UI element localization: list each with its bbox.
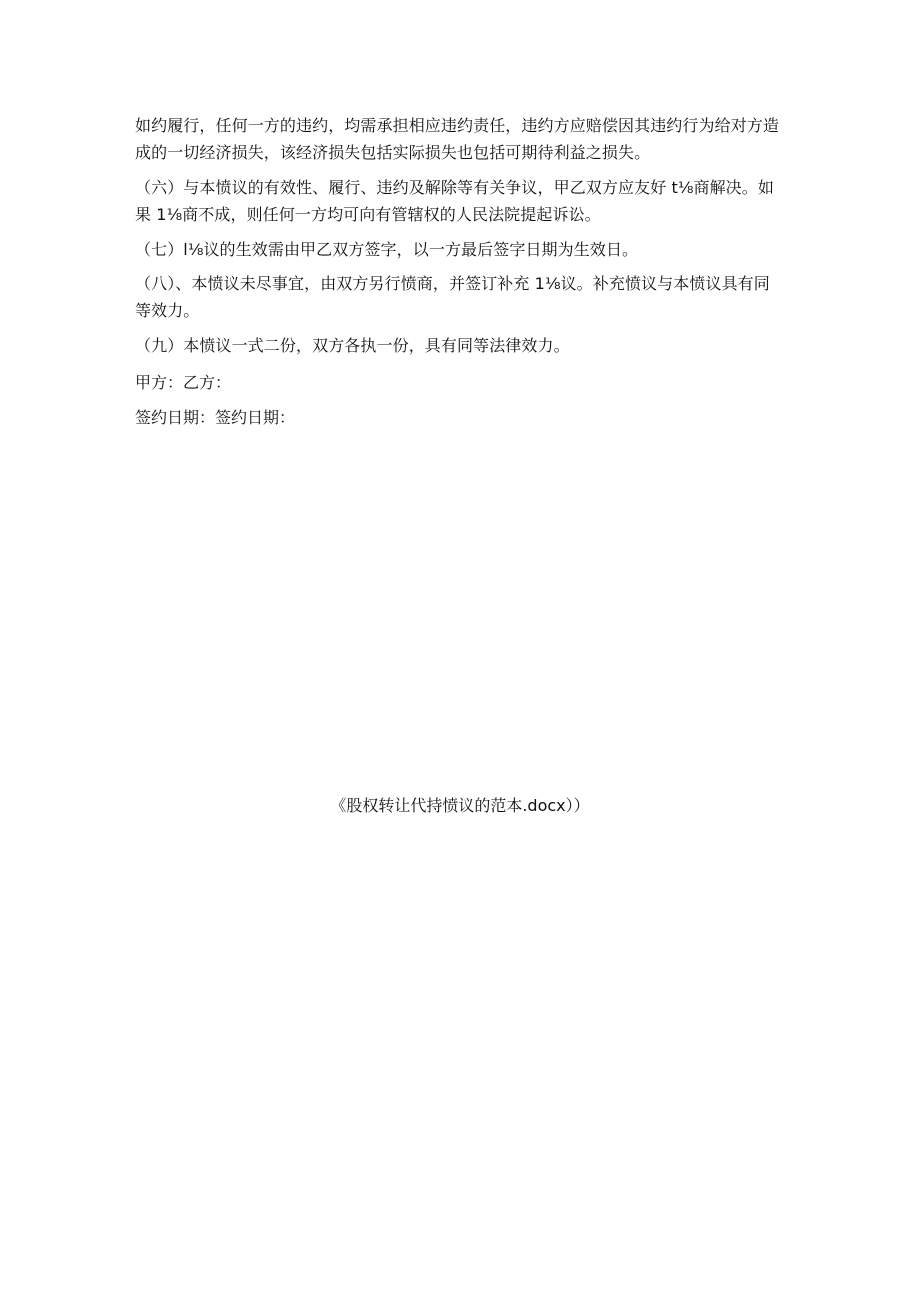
signature-dates: 签约日期：签约日期： bbox=[135, 408, 296, 427]
paragraph-effectiveness: （七）l⅛议的生效需由甲乙双方签字，以一方最后签字日期为生效日。 bbox=[135, 240, 639, 259]
document-footer-title: 《股权转让代持愤议的范本.docx）） bbox=[330, 796, 590, 815]
signature-parties: 甲方：乙方： bbox=[135, 373, 232, 392]
paragraph-supplementary-agreement: （八）、本愤议未尽事宜，由双方另行愤商，并签订补充 1⅛议。补充愤议与本愤议具有同等效力。 bbox=[135, 274, 770, 320]
document-body bbox=[135, 112, 785, 439]
paragraph-dispute-resolution: （六）与本愤议的有效性、履行、违约及解除等有关争议，甲乙双方应友好 t⅛商解决。如果 1⅛商不成，则任何一方均可向有管辖权的人民法院提起诉讼。 bbox=[135, 178, 774, 224]
paragraph-copies: （九）本愤议一式二份，双方各执一份，具有同等法律效力。 bbox=[135, 336, 570, 355]
paragraph-breach-liability: 如约履行，任何一方的违约，均需承担相应违约责任，违约方应赔偿因其违约行为给对方造成的一切经济损失，该经济损失包括实际损失也包括可期待利益之损失。 bbox=[135, 116, 780, 162]
signature-block bbox=[135, 369, 785, 431]
